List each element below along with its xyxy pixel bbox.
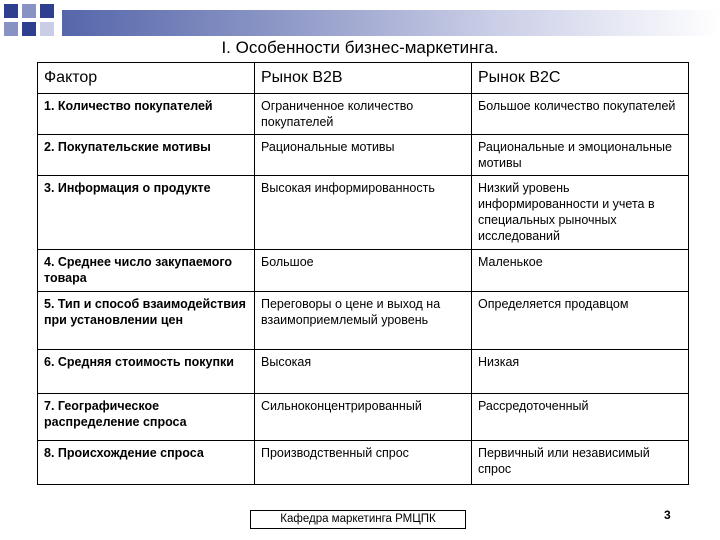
b2b-cell: Ограниченное количество покупателей: [255, 94, 472, 135]
table-row: [38, 135, 689, 176]
factor-cell: 7. Географическое распределение спроса: [38, 394, 255, 441]
b2c-cell: Маленькое: [472, 250, 689, 292]
factor-cell: 3. Информация о продукте: [38, 176, 255, 250]
header-factor: Фактор: [38, 63, 255, 94]
deco-square: [22, 4, 36, 18]
page-number: 3: [664, 508, 671, 522]
factor-cell: 2. Покупательские мотивы: [38, 135, 255, 176]
deco-square: [4, 22, 18, 36]
table-row: [38, 292, 689, 350]
header-b2c: Рынок B2C: [472, 63, 689, 94]
b2c-cell: Первичный или независимый спрос: [472, 441, 689, 485]
table-header-row: [38, 63, 689, 94]
factor-cell: 8. Происхождение спроса: [38, 441, 255, 485]
factor-cell: 6. Средняя стоимость покупки: [38, 350, 255, 394]
b2b-cell: Большое: [255, 250, 472, 292]
factor-cell: 4. Среднее число закупаемого товара: [38, 250, 255, 292]
comparison-table: [37, 62, 689, 485]
b2b-cell: Рациональные мотивы: [255, 135, 472, 176]
table-row: [38, 94, 689, 135]
footer-label: Кафедра маркетинга РМЦПК: [250, 510, 466, 529]
b2b-cell: Высокая информированность: [255, 176, 472, 250]
table-row: [38, 250, 689, 292]
b2c-cell: Рациональные и эмоциональные мотивы: [472, 135, 689, 176]
b2c-cell: Рассредоточенный: [472, 394, 689, 441]
deco-square: [22, 22, 36, 36]
factor-cell: 1. Количество покупателей: [38, 94, 255, 135]
deco-square: [4, 4, 18, 18]
deco-square: [40, 4, 54, 18]
table-row: [38, 176, 689, 250]
header-b2b: Рынок B2B: [255, 63, 472, 94]
b2c-cell: Низкая: [472, 350, 689, 394]
header-gradient-bar: [62, 10, 720, 36]
b2b-cell: Высокая: [255, 350, 472, 394]
b2b-cell: Сильноконцентрированный: [255, 394, 472, 441]
table-row: [38, 394, 689, 441]
b2b-cell: Производственный спрос: [255, 441, 472, 485]
table-row: [38, 350, 689, 394]
b2b-cell: Переговоры о цене и выход на взаимоприемлемый уровень: [255, 292, 472, 350]
b2c-cell: Определяется продавцом: [472, 292, 689, 350]
b2c-cell: Низкий уровень информированности и учета в специальных рыночных исследований: [472, 176, 689, 250]
slide-title: I. Особенности бизнес-маркетинга.: [221, 38, 499, 57]
b2c-cell: Большое количество покупателей: [472, 94, 689, 135]
deco-square: [40, 22, 54, 36]
factor-cell: 5. Тип и способ взаимодействия при установлении цен: [38, 292, 255, 350]
table-row: [38, 441, 689, 485]
